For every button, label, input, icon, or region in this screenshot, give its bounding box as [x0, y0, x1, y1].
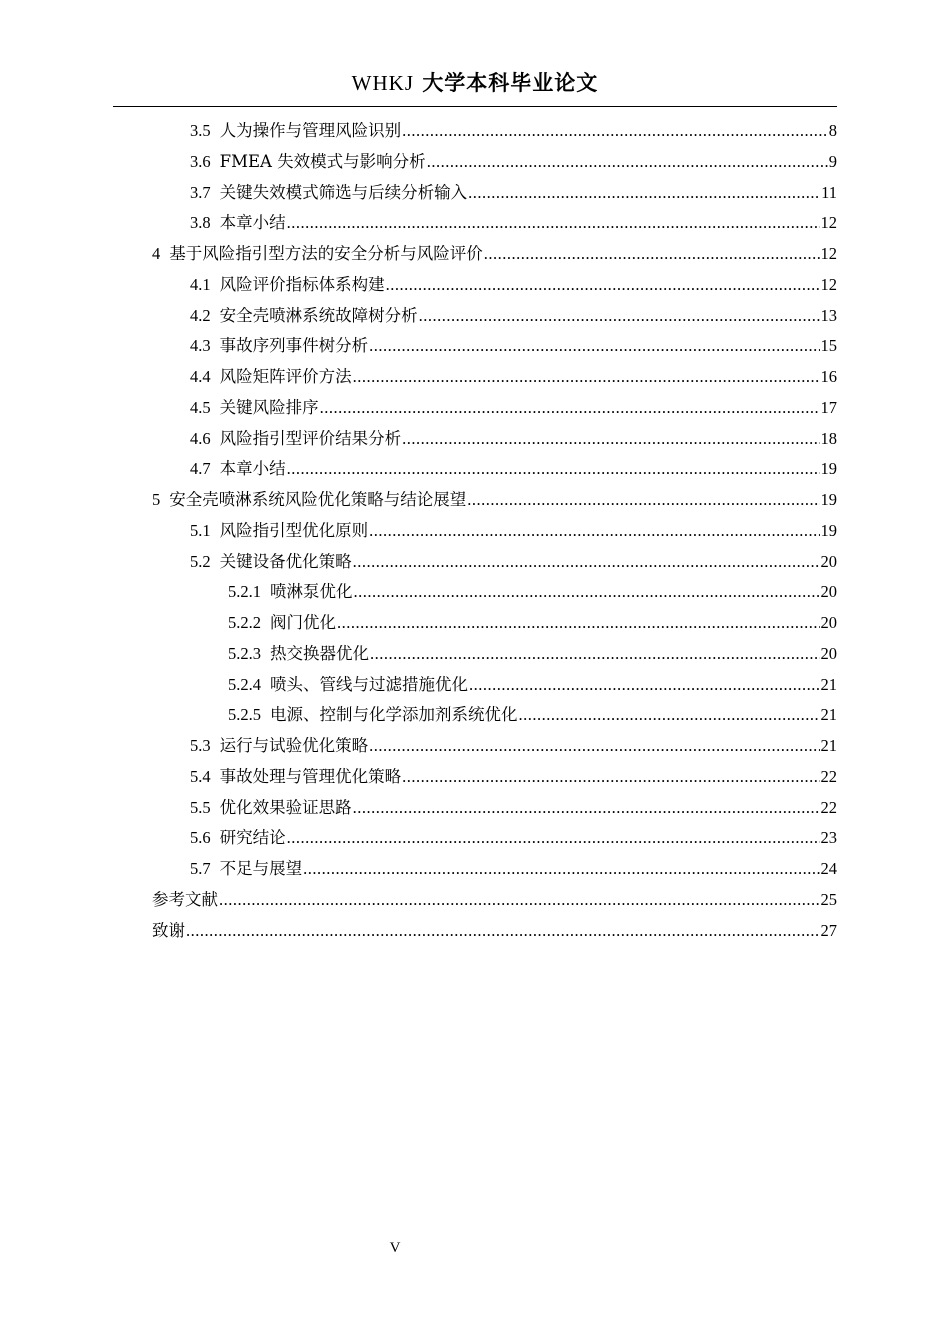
- header-prefix: WHKJ: [351, 71, 414, 95]
- toc-dot-leader: [219, 887, 820, 913]
- toc-entry[interactable]: [190, 426, 837, 452]
- toc-dot-leader: [303, 856, 819, 882]
- toc-dot-leader: [402, 426, 819, 452]
- toc-entry[interactable]: [228, 610, 837, 636]
- toc-dot-leader: [354, 579, 820, 605]
- toc-entry[interactable]: [190, 210, 837, 236]
- page-number: V: [389, 1240, 401, 1256]
- toc-entry-page: 17: [820, 397, 837, 417]
- toc-entry-page: 12: [820, 274, 837, 294]
- toc-entry[interactable]: [190, 364, 837, 390]
- toc-entry-number: 5.7: [190, 859, 211, 878]
- toc-entry-number: 5.3: [190, 736, 211, 755]
- toc-dot-leader: [337, 610, 820, 636]
- toc-entry-number: 5.2.4: [228, 674, 261, 694]
- toc-entry[interactable]: [190, 118, 837, 144]
- toc-entry-number: 3.7: [190, 182, 211, 202]
- toc-entry-page: 15: [820, 336, 837, 356]
- toc-dot-leader: [469, 672, 820, 698]
- toc-entry[interactable]: [190, 180, 837, 206]
- toc-entry[interactable]: [152, 918, 837, 944]
- toc-dot-leader: [419, 303, 820, 329]
- toc-entry-number: 4.2: [190, 305, 211, 325]
- toc-dot-leader: [353, 795, 820, 821]
- toc-entry-title: 参考文献: [152, 889, 218, 909]
- toc-entry[interactable]: [228, 579, 837, 605]
- toc-entry-title: 基于风险指引型方法的安全分析与风险评价: [169, 244, 483, 263]
- toc-entry[interactable]: [190, 795, 837, 821]
- header-divider: [113, 106, 837, 107]
- toc-dot-leader: [386, 272, 820, 298]
- page-header: [113, 66, 837, 106]
- toc-entry[interactable]: [190, 518, 837, 544]
- toc-dot-leader: [287, 210, 820, 236]
- toc-entry[interactable]: [190, 825, 837, 851]
- toc-entry-page: 18: [820, 428, 837, 448]
- toc-entry-number: 3.6: [190, 151, 211, 171]
- toc-entry[interactable]: [190, 733, 837, 759]
- toc-entry-title: 风险矩阵评价方法: [219, 367, 352, 386]
- toc-entry-title: 安全壳喷淋系统风险优化策略与结论展望: [169, 490, 467, 509]
- toc-dot-leader: [468, 180, 820, 206]
- toc-entry[interactable]: [190, 303, 837, 329]
- toc-entry-number: 4.7: [190, 459, 211, 479]
- toc-dot-leader: [467, 487, 819, 513]
- toc-entry-page: 23: [820, 828, 837, 848]
- toc-dot-leader: [369, 733, 819, 759]
- toc-entry-number: 3.5: [190, 121, 211, 140]
- toc-entry-title: 事故序列事件树分析: [219, 336, 369, 356]
- toc-entry[interactable]: [228, 641, 837, 667]
- toc-entry[interactable]: [190, 149, 837, 175]
- toc-dot-leader: [370, 641, 820, 667]
- toc-entry-page: 16: [820, 367, 837, 386]
- toc-entry-page: 13: [820, 305, 837, 325]
- toc-entry-title: FMEA 失效模式与影响分析: [219, 151, 426, 171]
- toc-entry[interactable]: [190, 856, 837, 882]
- toc-entry-page: 21: [820, 705, 837, 725]
- toc-entry[interactable]: [152, 241, 837, 267]
- toc-entry-page: 20: [820, 613, 837, 632]
- toc-entry-title: 电源、控制与化学添加剂系统优化: [270, 705, 518, 725]
- toc-entry-number: 5: [152, 490, 161, 509]
- toc-entry-title: 事故处理与管理优化策略: [219, 766, 402, 786]
- toc-dot-leader: [287, 456, 820, 482]
- toc-dot-leader: [369, 333, 819, 359]
- header-title: 大学本科毕业论文: [422, 70, 599, 95]
- toc-entry-title: 致谢: [152, 920, 185, 940]
- toc-entry-number: 4.3: [190, 336, 211, 356]
- toc-entry-page: 20: [820, 643, 837, 663]
- toc-entry-number: 5.2.1: [228, 582, 261, 602]
- toc-entry-number: 3.8: [190, 213, 211, 233]
- toc-entry[interactable]: [190, 333, 837, 359]
- toc-entry-page: 12: [820, 244, 837, 263]
- toc-entry[interactable]: [190, 395, 837, 421]
- toc-entry[interactable]: [190, 549, 837, 575]
- toc-entry-page: 12: [820, 213, 837, 233]
- toc-entry-number: 5.5: [190, 797, 211, 817]
- toc-entry-title: 优化效果验证思路: [219, 797, 352, 817]
- toc-dot-leader: [287, 825, 820, 851]
- toc-dot-leader: [484, 241, 820, 267]
- toc-entry[interactable]: [228, 672, 837, 698]
- toc-dot-leader: [427, 149, 828, 175]
- toc-entry-title: 本章小结: [219, 213, 286, 233]
- toc-dot-leader: [353, 364, 820, 390]
- toc-entry-page: 21: [820, 736, 837, 755]
- toc-entry-number: 5.2.5: [228, 705, 261, 725]
- toc-entry-number: 5.2.3: [228, 643, 261, 663]
- toc-entry-page: 9: [828, 151, 837, 171]
- toc-entry-number: 4.5: [190, 397, 211, 417]
- toc-entry-page: 11: [821, 182, 837, 202]
- toc-entry[interactable]: [228, 702, 837, 728]
- toc-dot-leader: [402, 764, 819, 790]
- toc-entry-title: 风险指引型优化原则: [219, 520, 369, 540]
- toc-entry[interactable]: [190, 272, 837, 298]
- toc-entry-number: 4.4: [190, 367, 211, 386]
- toc-entry-title: 热交换器优化: [270, 643, 369, 663]
- toc-entry-title: 风险评价指标体系构建: [219, 274, 385, 294]
- toc-entry-title: 阀门优化: [270, 613, 336, 632]
- toc-entry-title: 喷头、管线与过滤措施优化: [270, 674, 468, 694]
- toc-entry-title: 人为操作与管理风险识别: [219, 121, 402, 140]
- toc-entry-page: 25: [820, 889, 837, 909]
- toc-entry-page: 20: [820, 551, 837, 571]
- toc-dot-leader: [519, 702, 820, 728]
- toc-entry-page: 8: [828, 121, 837, 140]
- toc-entry-number: 4: [152, 244, 161, 263]
- toc-entry-title: 不足与展望: [219, 859, 303, 878]
- toc-entry-page: 21: [820, 674, 837, 694]
- toc-entry-page: 24: [820, 859, 837, 878]
- toc-entry-page: 19: [820, 520, 837, 540]
- toc-entry-number: 5.4: [190, 766, 211, 786]
- toc-entry[interactable]: [190, 456, 837, 482]
- toc-dot-leader: [186, 918, 820, 944]
- toc-entry-title: 安全壳喷淋系统故障树分析: [219, 305, 418, 325]
- toc-entry-number: 5.2.2: [228, 613, 261, 632]
- toc-entry-title: 风险指引型评价结果分析: [219, 428, 402, 448]
- toc-entry-number: 4.6: [190, 428, 211, 448]
- toc-entry-page: 20: [820, 582, 837, 602]
- toc-entry-number: 5.2: [190, 551, 211, 571]
- toc-entry-number: 4.1: [190, 274, 211, 294]
- toc-entry[interactable]: [152, 487, 837, 513]
- toc-entry-title: 本章小结: [219, 459, 286, 479]
- toc-entry-number: 5.6: [190, 828, 211, 848]
- toc-entry-page: 19: [820, 459, 837, 479]
- toc-entry-page: 27: [820, 920, 837, 940]
- toc-entry-title: 运行与试验优化策略: [219, 736, 369, 755]
- toc-entry[interactable]: [190, 764, 837, 790]
- toc-dot-leader: [402, 118, 828, 144]
- toc-dot-leader: [369, 518, 819, 544]
- toc-entry-title: 研究结论: [219, 828, 286, 848]
- toc-entry-title: 关键设备优化策略: [219, 551, 352, 571]
- toc-entry-title: 关键失效模式筛选与后续分析输入: [219, 182, 468, 202]
- toc-entry-title: 关键风险排序: [219, 397, 319, 417]
- toc-entry-title: 喷淋泵优化: [270, 582, 353, 602]
- toc-entry-page: 19: [820, 490, 837, 509]
- toc-dot-leader: [320, 395, 820, 421]
- toc-entry-number: 5.1: [190, 520, 211, 540]
- toc-entry[interactable]: [152, 887, 837, 913]
- toc-entry-page: 22: [820, 766, 837, 786]
- toc-entry-page: 22: [820, 797, 837, 817]
- toc-dot-leader: [353, 549, 820, 575]
